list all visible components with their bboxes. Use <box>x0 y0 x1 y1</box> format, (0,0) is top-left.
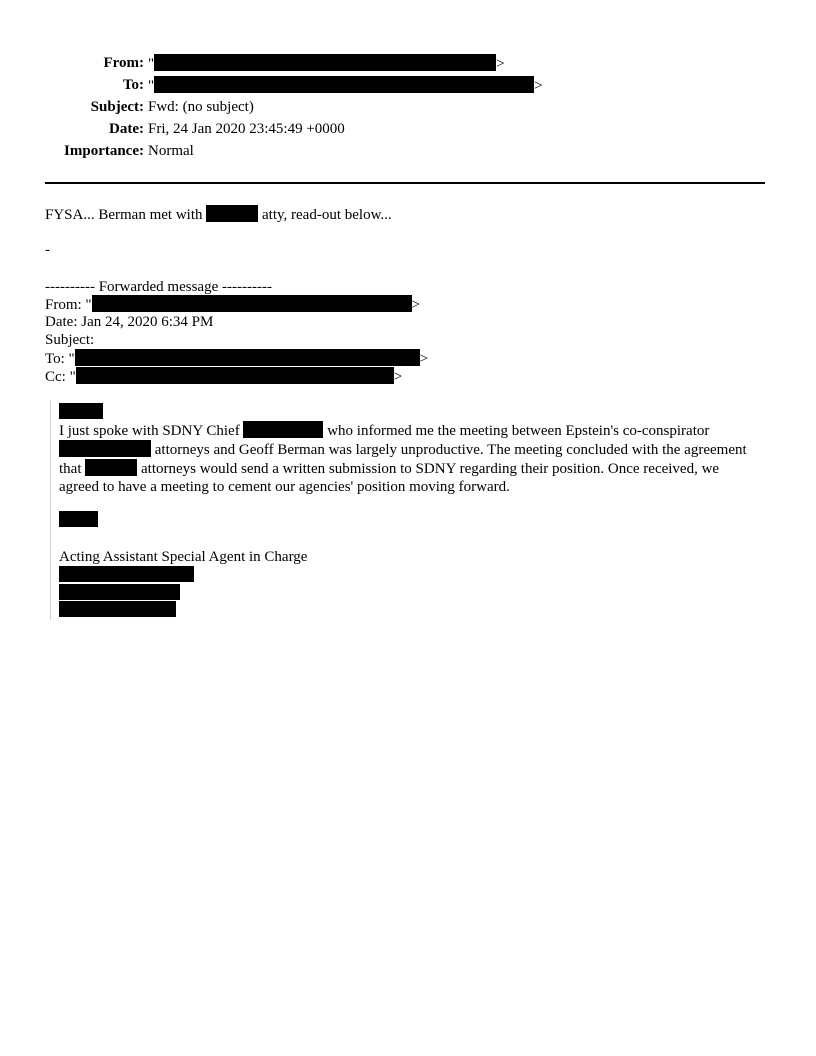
intro-line <box>45 205 392 224</box>
forwarded-to-label: To: " <box>45 351 75 367</box>
header-importance-row <box>0 142 816 164</box>
forwarded-to <box>45 349 428 368</box>
redaction-box <box>59 566 194 582</box>
message-paragraph <box>59 421 759 496</box>
forwarded-from <box>45 295 420 314</box>
message-text-2: who informed me the meeting between Epstein's co-conspirator <box>327 423 710 439</box>
to-label: To: <box>122 77 144 93</box>
redaction-box <box>243 421 323 438</box>
forwarded-from-label: From: " <box>45 297 92 313</box>
redaction-box <box>92 295 412 312</box>
redaction-box <box>154 76 534 93</box>
header-to-row <box>0 76 816 98</box>
redaction-box <box>85 459 137 476</box>
to-quote: " <box>148 78 155 94</box>
dash-line: - <box>45 242 50 258</box>
redaction-box <box>75 349 420 366</box>
intro-text-before: FYSA... Berman met with <box>45 207 203 223</box>
redaction-box <box>59 511 98 527</box>
redaction-box <box>154 54 496 71</box>
subject-value: Fwd: (no subject) <box>148 99 254 115</box>
redaction-box <box>206 205 258 222</box>
intro-text-after: atty, read-out below... <box>262 207 392 223</box>
redaction-box <box>59 584 180 600</box>
to-suffix: > <box>534 78 543 94</box>
header-from-row <box>0 54 816 76</box>
message-text-4: attorneys would send a written submission to SDNY regarding their position. Once received, we agreed to have a meeting to cement our agencies' position moving forward. <box>59 461 720 495</box>
importance-label: Importance: <box>64 143 144 159</box>
from-suffix: > <box>496 56 505 72</box>
forwarded-from-suffix: > <box>411 297 421 313</box>
to-value <box>148 76 543 95</box>
header-divider <box>45 182 765 184</box>
redaction-box <box>76 367 394 384</box>
forwarded-cc <box>45 367 402 386</box>
forwarded-date: Date: Jan 24, 2020 6:34 PM <box>45 314 214 330</box>
from-quote: " <box>148 56 155 72</box>
forwarded-cc-label: Cc: " <box>45 369 76 385</box>
quote-bar <box>50 400 51 620</box>
date-label: Date: <box>109 121 144 137</box>
message-text-3: attorneys and Geoff Berman was largely unproductive. The meeting concluded with the agreement that <box>59 442 747 477</box>
header-date-row <box>0 120 816 142</box>
signature-title: Acting Assistant Special Agent in Charge <box>59 549 308 565</box>
forwarded-cc-suffix: > <box>393 369 403 385</box>
from-value <box>148 54 505 73</box>
redaction-box <box>59 440 151 457</box>
message-text-1: I just spoke with SDNY Chief <box>59 423 240 439</box>
redaction-box <box>59 601 176 617</box>
from-label: From: <box>103 55 144 71</box>
importance-value: Normal <box>148 143 194 159</box>
subject-label: Subject: <box>90 99 144 115</box>
date-value: Fri, 24 Jan 2020 23:45:49 +0000 <box>148 121 345 137</box>
forwarded-marker: ---------- Forwarded message ---------- <box>45 279 272 295</box>
forwarded-to-suffix: > <box>419 351 429 367</box>
redaction-box <box>59 403 103 419</box>
forwarded-subject: Subject: <box>45 332 95 348</box>
header-subject-row <box>0 98 816 120</box>
